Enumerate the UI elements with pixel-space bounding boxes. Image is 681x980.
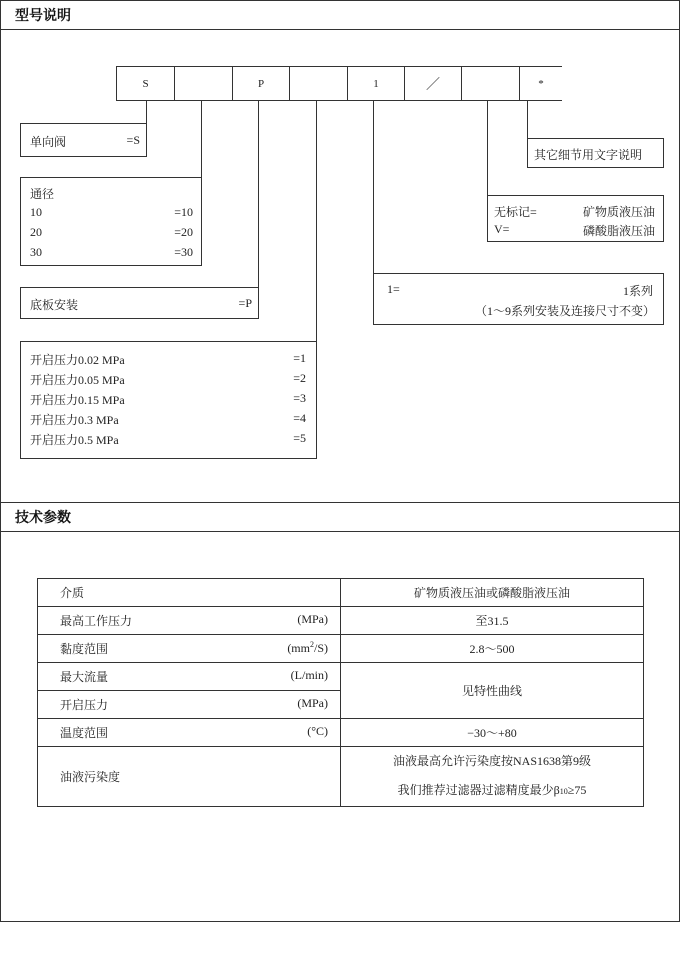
seal-row-code: V= [494, 222, 510, 236]
size-row-label: 20 [30, 225, 42, 239]
series-note: （1～9系列安装及连接尺寸不变） [474, 304, 655, 318]
table-row [38, 719, 644, 747]
size-box [20, 177, 202, 266]
code-segment-7 [461, 66, 520, 101]
code-segment-1: S [116, 66, 175, 101]
size-row-code: =10 [174, 205, 193, 219]
check-valve-label: 单向阀 [30, 135, 67, 149]
mounting-code: =P [238, 296, 252, 310]
size-row-label: 30 [30, 245, 42, 259]
spec-unit: $(mm^2/S)$ [287, 640, 328, 655]
series-box [373, 273, 664, 325]
mounting-label: 底板安装 [30, 298, 79, 312]
check-valve-box [20, 123, 147, 157]
spec-value: 见特性曲线 [341, 663, 644, 719]
table-row [38, 747, 644, 807]
series-code: 1= [387, 282, 400, 296]
table-row [38, 663, 644, 691]
cracking-row-label: 开启压力0.15 MPa [30, 393, 125, 407]
connector-line [146, 100, 147, 123]
code-segment-3: P [232, 66, 290, 101]
section-header-model [0, 0, 680, 30]
section-header-specs [0, 502, 680, 532]
cracking-row-code: =5 [293, 431, 306, 445]
cracking-row-label: 开启压力0.3 MPa [30, 413, 119, 427]
size-row-code: =30 [174, 245, 193, 259]
spec-unit: (MPa) [297, 696, 328, 710]
seal-row-label: 矿物质液压油 [582, 205, 655, 219]
spec-value: 我们推荐过滤器过滤精度最少β10≥75 [397, 783, 587, 797]
connector-line [316, 100, 317, 341]
code-segment-4 [289, 66, 348, 101]
spec-value: 至31.5 [341, 607, 644, 635]
connector-line [373, 100, 374, 273]
spec-unit: (MPa) [297, 612, 328, 626]
spec-value: 油液最高允许污染度按NAS1638第9级 [392, 754, 591, 768]
code-segment-2 [174, 66, 233, 101]
series-label: 1系列 [622, 284, 653, 298]
cracking-row-code: =1 [293, 351, 306, 365]
seal-row-label: 磷酸脂液压油 [582, 224, 655, 238]
cracking-row-label: 开启压力0.05 MPa [30, 373, 125, 387]
section-title-model: 型号说明 [15, 8, 71, 24]
spec-label: 温度范围 [60, 726, 109, 740]
size-title: 通径 [30, 187, 55, 201]
cracking-row-code: =2 [293, 371, 306, 385]
cracking-pressure-box [20, 341, 317, 459]
mounting-box [20, 287, 259, 319]
spec-label: 介质 [60, 586, 85, 600]
check-valve-code: =S [126, 133, 140, 147]
table-row [38, 635, 644, 663]
table-row [38, 579, 644, 607]
size-row-code: =20 [174, 225, 193, 239]
seal-row-code: 无标记= [494, 205, 537, 219]
cracking-row-code: =4 [293, 411, 306, 425]
table-row [38, 607, 644, 635]
spec-value: 矿物质液压油或磷酸脂液压油 [341, 579, 644, 607]
spec-label: 最大流量 [60, 670, 109, 684]
connector-line [201, 100, 202, 177]
spec-label: 油液污染度 [60, 770, 121, 784]
connector-line [527, 100, 528, 138]
other-details-label: 其它细节用文字说明 [534, 148, 643, 162]
connector-line [487, 100, 488, 195]
spec-value: 2.8～500 [341, 635, 644, 663]
spec-label: 黏度范围 [60, 642, 109, 656]
section-title-specs: 技术参数 [15, 510, 71, 526]
cracking-row-label: 开启压力0.5 MPa [30, 433, 119, 447]
seal-box [487, 195, 664, 242]
connector-line [258, 100, 259, 287]
code-segment-8: * [519, 66, 562, 101]
code-segment-6: ／ [404, 66, 462, 101]
spec-value: −30～+80 [341, 719, 644, 747]
cracking-row-label: 开启压力0.02 MPa [30, 353, 125, 367]
size-row-label: 10 [30, 205, 42, 219]
cracking-row-code: =3 [293, 391, 306, 405]
spec-unit: (°C) [307, 724, 328, 738]
spec-unit: (L/min) [290, 668, 328, 682]
spec-label: 最高工作压力 [60, 614, 133, 628]
specs-table [37, 578, 644, 807]
other-details-box [527, 138, 664, 168]
code-segment-5: 1 [347, 66, 405, 101]
spec-label: 开启压力 [60, 698, 109, 712]
